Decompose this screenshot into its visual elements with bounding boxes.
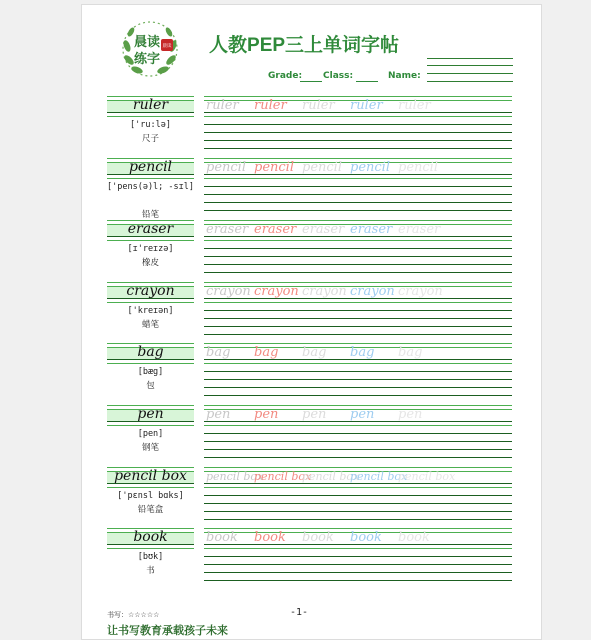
trace-word: ruler	[398, 98, 431, 113]
trace-word: pencil	[206, 160, 246, 175]
trace-word: ruler	[254, 98, 287, 113]
word-text: crayon	[126, 283, 175, 299]
name-write-lines	[427, 58, 513, 84]
trace-word: book	[302, 530, 334, 545]
class-label: Class:	[323, 71, 354, 81]
page-number: -1-	[290, 607, 309, 618]
trace-word: book	[350, 530, 382, 545]
chinese-meaning: 书	[146, 566, 155, 576]
phonetic-text: ['pens(ə)l; -sɪl]	[107, 182, 194, 192]
trace-word: bag	[206, 345, 231, 360]
title-cn-prefix: 人教	[209, 34, 248, 56]
trace-word: pen	[302, 407, 327, 422]
trace-word: crayon	[350, 284, 395, 299]
trace-word: eraser	[254, 222, 297, 237]
word-text: pencil	[128, 159, 173, 175]
class-field[interactable]	[356, 81, 378, 82]
rating-label: 书写：☆☆☆☆☆	[107, 611, 160, 619]
trace-word: pencil box	[302, 470, 360, 483]
word-text: book	[133, 529, 168, 545]
trace-word: pencil box	[254, 470, 312, 483]
title-latin: PEP	[247, 35, 286, 56]
logo-text-line1: 晨读	[133, 35, 161, 50]
word-box	[107, 158, 194, 178]
word-text: bag	[137, 344, 164, 360]
trace-word: pen	[350, 407, 375, 422]
phonetic-text: ['pɛnsl bɑks]	[117, 491, 184, 501]
chinese-meaning: 铅笔盒	[137, 505, 164, 515]
trace-word: eraser	[398, 222, 441, 237]
trace-word: pencil box	[350, 470, 408, 483]
trace-word: crayon	[206, 284, 251, 299]
trace-word: eraser	[350, 222, 393, 237]
trace-word: pencil	[350, 160, 390, 175]
phonetic-text: ['ru:lə]	[130, 120, 171, 130]
trace-word: ruler	[302, 98, 335, 113]
phonetic-text: [bæg]	[137, 367, 164, 377]
trace-word: pencil box	[206, 470, 264, 483]
trace-word: pencil	[398, 160, 438, 175]
word-text: eraser	[127, 221, 174, 237]
logo	[117, 16, 183, 82]
chinese-meaning: 铅笔	[141, 210, 159, 220]
chinese-meaning: 蜡笔	[141, 320, 159, 330]
grade-label: Grade:	[268, 71, 303, 81]
trace-word: pen	[206, 407, 231, 422]
word-text: ruler	[132, 97, 169, 113]
trace-word: bag	[254, 345, 279, 360]
page-title	[209, 30, 399, 57]
trace-word: eraser	[206, 222, 249, 237]
trace-word: book	[254, 530, 286, 545]
logo-seal: 晨读	[162, 44, 172, 49]
trace-word: bag	[398, 345, 423, 360]
trace-word: book	[398, 530, 430, 545]
word-box	[107, 282, 194, 302]
phonetic-text: [pen]	[137, 429, 164, 439]
word-box	[107, 343, 194, 363]
word-box	[107, 220, 194, 240]
trace-word: bag	[302, 345, 327, 360]
logo-text-line2: 练字	[133, 52, 161, 67]
logo-wreath	[117, 16, 183, 82]
chinese-meaning: 尺子	[141, 134, 159, 144]
footer-slogan: 让书写教育承载孩子未来	[107, 624, 228, 637]
word-box	[107, 405, 194, 425]
name-label: Name:	[388, 71, 421, 81]
phonetic-text: [ɪ'reɪzə]	[127, 244, 174, 254]
trace-word: book	[206, 530, 238, 545]
title-cn-suffix: 三上单词字帖	[285, 34, 400, 56]
chinese-meaning: 橡皮	[141, 258, 159, 268]
word-box	[107, 467, 194, 487]
word-text: pencil box	[114, 468, 187, 484]
trace-word: pen	[398, 407, 423, 422]
chinese-meaning: 钢笔	[141, 443, 159, 453]
trace-word: ruler	[350, 98, 383, 113]
word-text: pen	[137, 406, 164, 422]
trace-word: pencil	[302, 160, 342, 175]
trace-word: crayon	[302, 284, 347, 299]
word-box	[107, 96, 194, 116]
grade-field[interactable]	[300, 81, 322, 82]
trace-word: eraser	[302, 222, 345, 237]
trace-word: crayon	[254, 284, 299, 299]
trace-word: bag	[350, 345, 375, 360]
trace-word: ruler	[206, 98, 239, 113]
phonetic-text: [bʊk]	[137, 552, 164, 562]
trace-word: pen	[254, 407, 279, 422]
trace-word: pencil	[254, 160, 294, 175]
word-box	[107, 528, 194, 548]
trace-word: crayon	[398, 284, 443, 299]
chinese-meaning: 包	[146, 381, 155, 391]
trace-word: pencil box	[398, 470, 456, 483]
phonetic-text: ['kreɪən]	[127, 306, 174, 316]
